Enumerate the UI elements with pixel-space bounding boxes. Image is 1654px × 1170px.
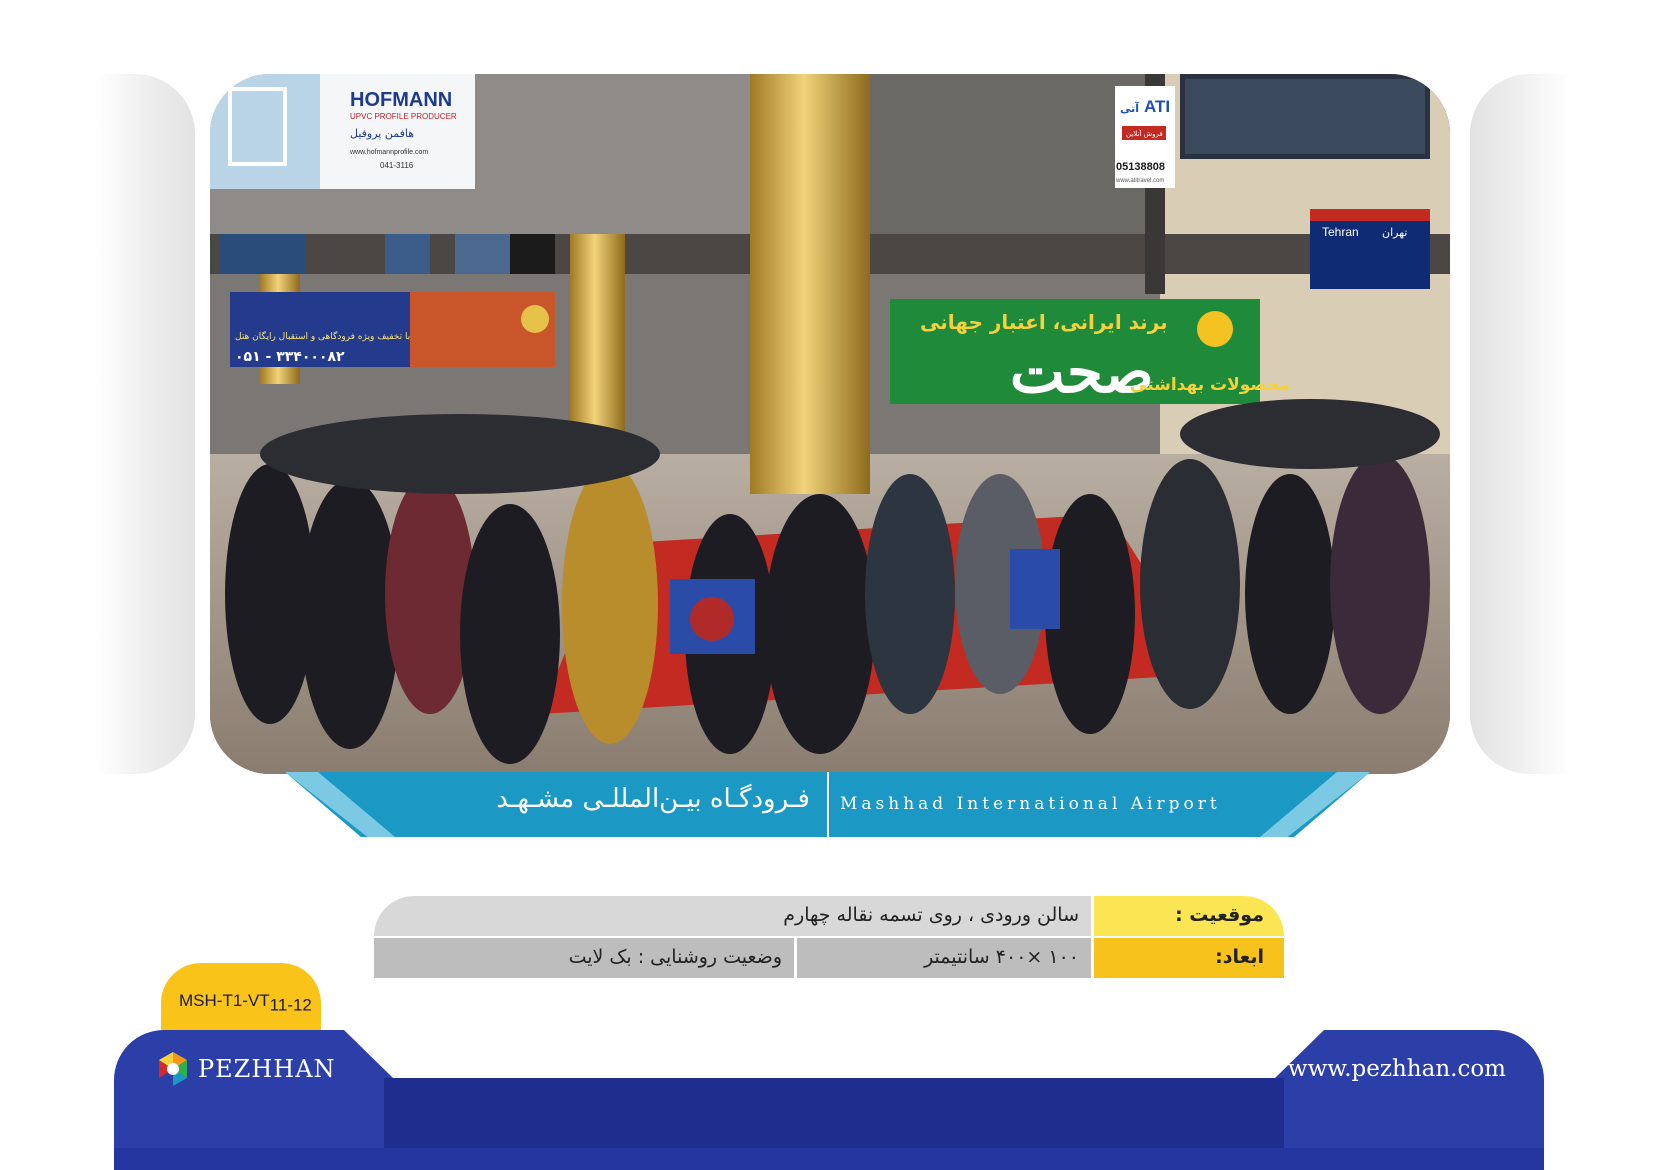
- ati-url: www.atitravel.com: [1116, 178, 1165, 184]
- right-side-panel: [1470, 74, 1570, 774]
- lighting-value: وضعیت روشنایی : بک لایت: [568, 946, 782, 968]
- gold-column: [750, 74, 870, 494]
- lighting-value-cell: [374, 938, 794, 978]
- pezhhan-brand[interactable]: [154, 1050, 336, 1088]
- ati-billboard: [1115, 86, 1175, 188]
- ati-brand-fa: آتی: [1120, 102, 1140, 115]
- hofmann-tagline: UPVC PROFILE PRODUCER: [350, 112, 457, 121]
- flight-board-label: Tehran: [1322, 225, 1359, 239]
- pezhhan-logo-icon: [154, 1050, 192, 1088]
- dims-key: ابعاد:: [1215, 946, 1264, 968]
- left-side-panel: [95, 74, 195, 774]
- airport-photo: [210, 74, 1450, 774]
- location-key: موقعیت :: [1175, 904, 1264, 926]
- sehat-subtitle: محصولات بهداشتی: [1130, 375, 1290, 395]
- caption-divider: [827, 772, 829, 837]
- flight-board: [1310, 209, 1430, 289]
- location-value-cell: [374, 896, 1091, 936]
- dims-value: ۱۰۰ ×۴۰۰ سانتیمتر: [924, 946, 1079, 968]
- flight-board-label-fa: تهران: [1382, 226, 1408, 239]
- sehat-slogan: برند ایرانی، اعتبار جهانی: [920, 310, 1168, 334]
- location-value: سالن ورودی ، روی تسمه نقاله چهارم: [783, 904, 1079, 926]
- caption-title-en: Mashhad International Airport: [840, 794, 1221, 814]
- hotel-line1: با تخفیف ویژه فرودگاهی و استقبال رایگان هتل: [235, 332, 411, 342]
- ati-brand: ATI: [1144, 97, 1171, 116]
- caption-band: [285, 772, 1370, 837]
- location-key-cell: [1094, 896, 1284, 936]
- dims-value-cell: [797, 938, 1091, 978]
- sehat-green-sign: [890, 299, 1290, 406]
- code-prefix: MSH-T1-VT: [179, 991, 270, 1010]
- footer-stripe: [114, 1148, 1544, 1170]
- hofmann-billboard: [210, 74, 475, 189]
- code-suffix: 11-12: [269, 995, 312, 1015]
- ati-badge: فروش آنلاین: [1126, 130, 1163, 138]
- airport-scene: [210, 74, 1450, 774]
- hotel-phone: ۰۵۱ - ۳۳۴۰۰۰۸۲: [235, 349, 345, 365]
- hofmann-url: www.hofmannprofile.com: [350, 149, 429, 156]
- footer-notch: [344, 1030, 1324, 1078]
- hofmann-brand-fa: هافمن پروفیل: [350, 127, 414, 140]
- hofmann-brand: HOFMANN: [350, 89, 453, 111]
- ati-phone: 05138808: [1116, 161, 1165, 173]
- footer: [114, 1030, 1544, 1170]
- billboard-code: [179, 991, 312, 1015]
- hotel-billboard: [230, 292, 555, 367]
- website-link[interactable]: www.pezhhan.com: [1287, 1056, 1506, 1082]
- caption-title-fa: فـرودگـاه بیـن‌المللـی مشـهـد: [496, 784, 810, 814]
- info-row-dimensions: [374, 938, 1284, 978]
- dims-key-cell: [1094, 938, 1284, 978]
- sehat-brand: صحت: [1010, 338, 1154, 406]
- info-row-location: [374, 896, 1284, 936]
- pezhhan-brand-text: PEZHHAN: [198, 1055, 336, 1083]
- hofmann-phone: 041-3116: [380, 161, 414, 170]
